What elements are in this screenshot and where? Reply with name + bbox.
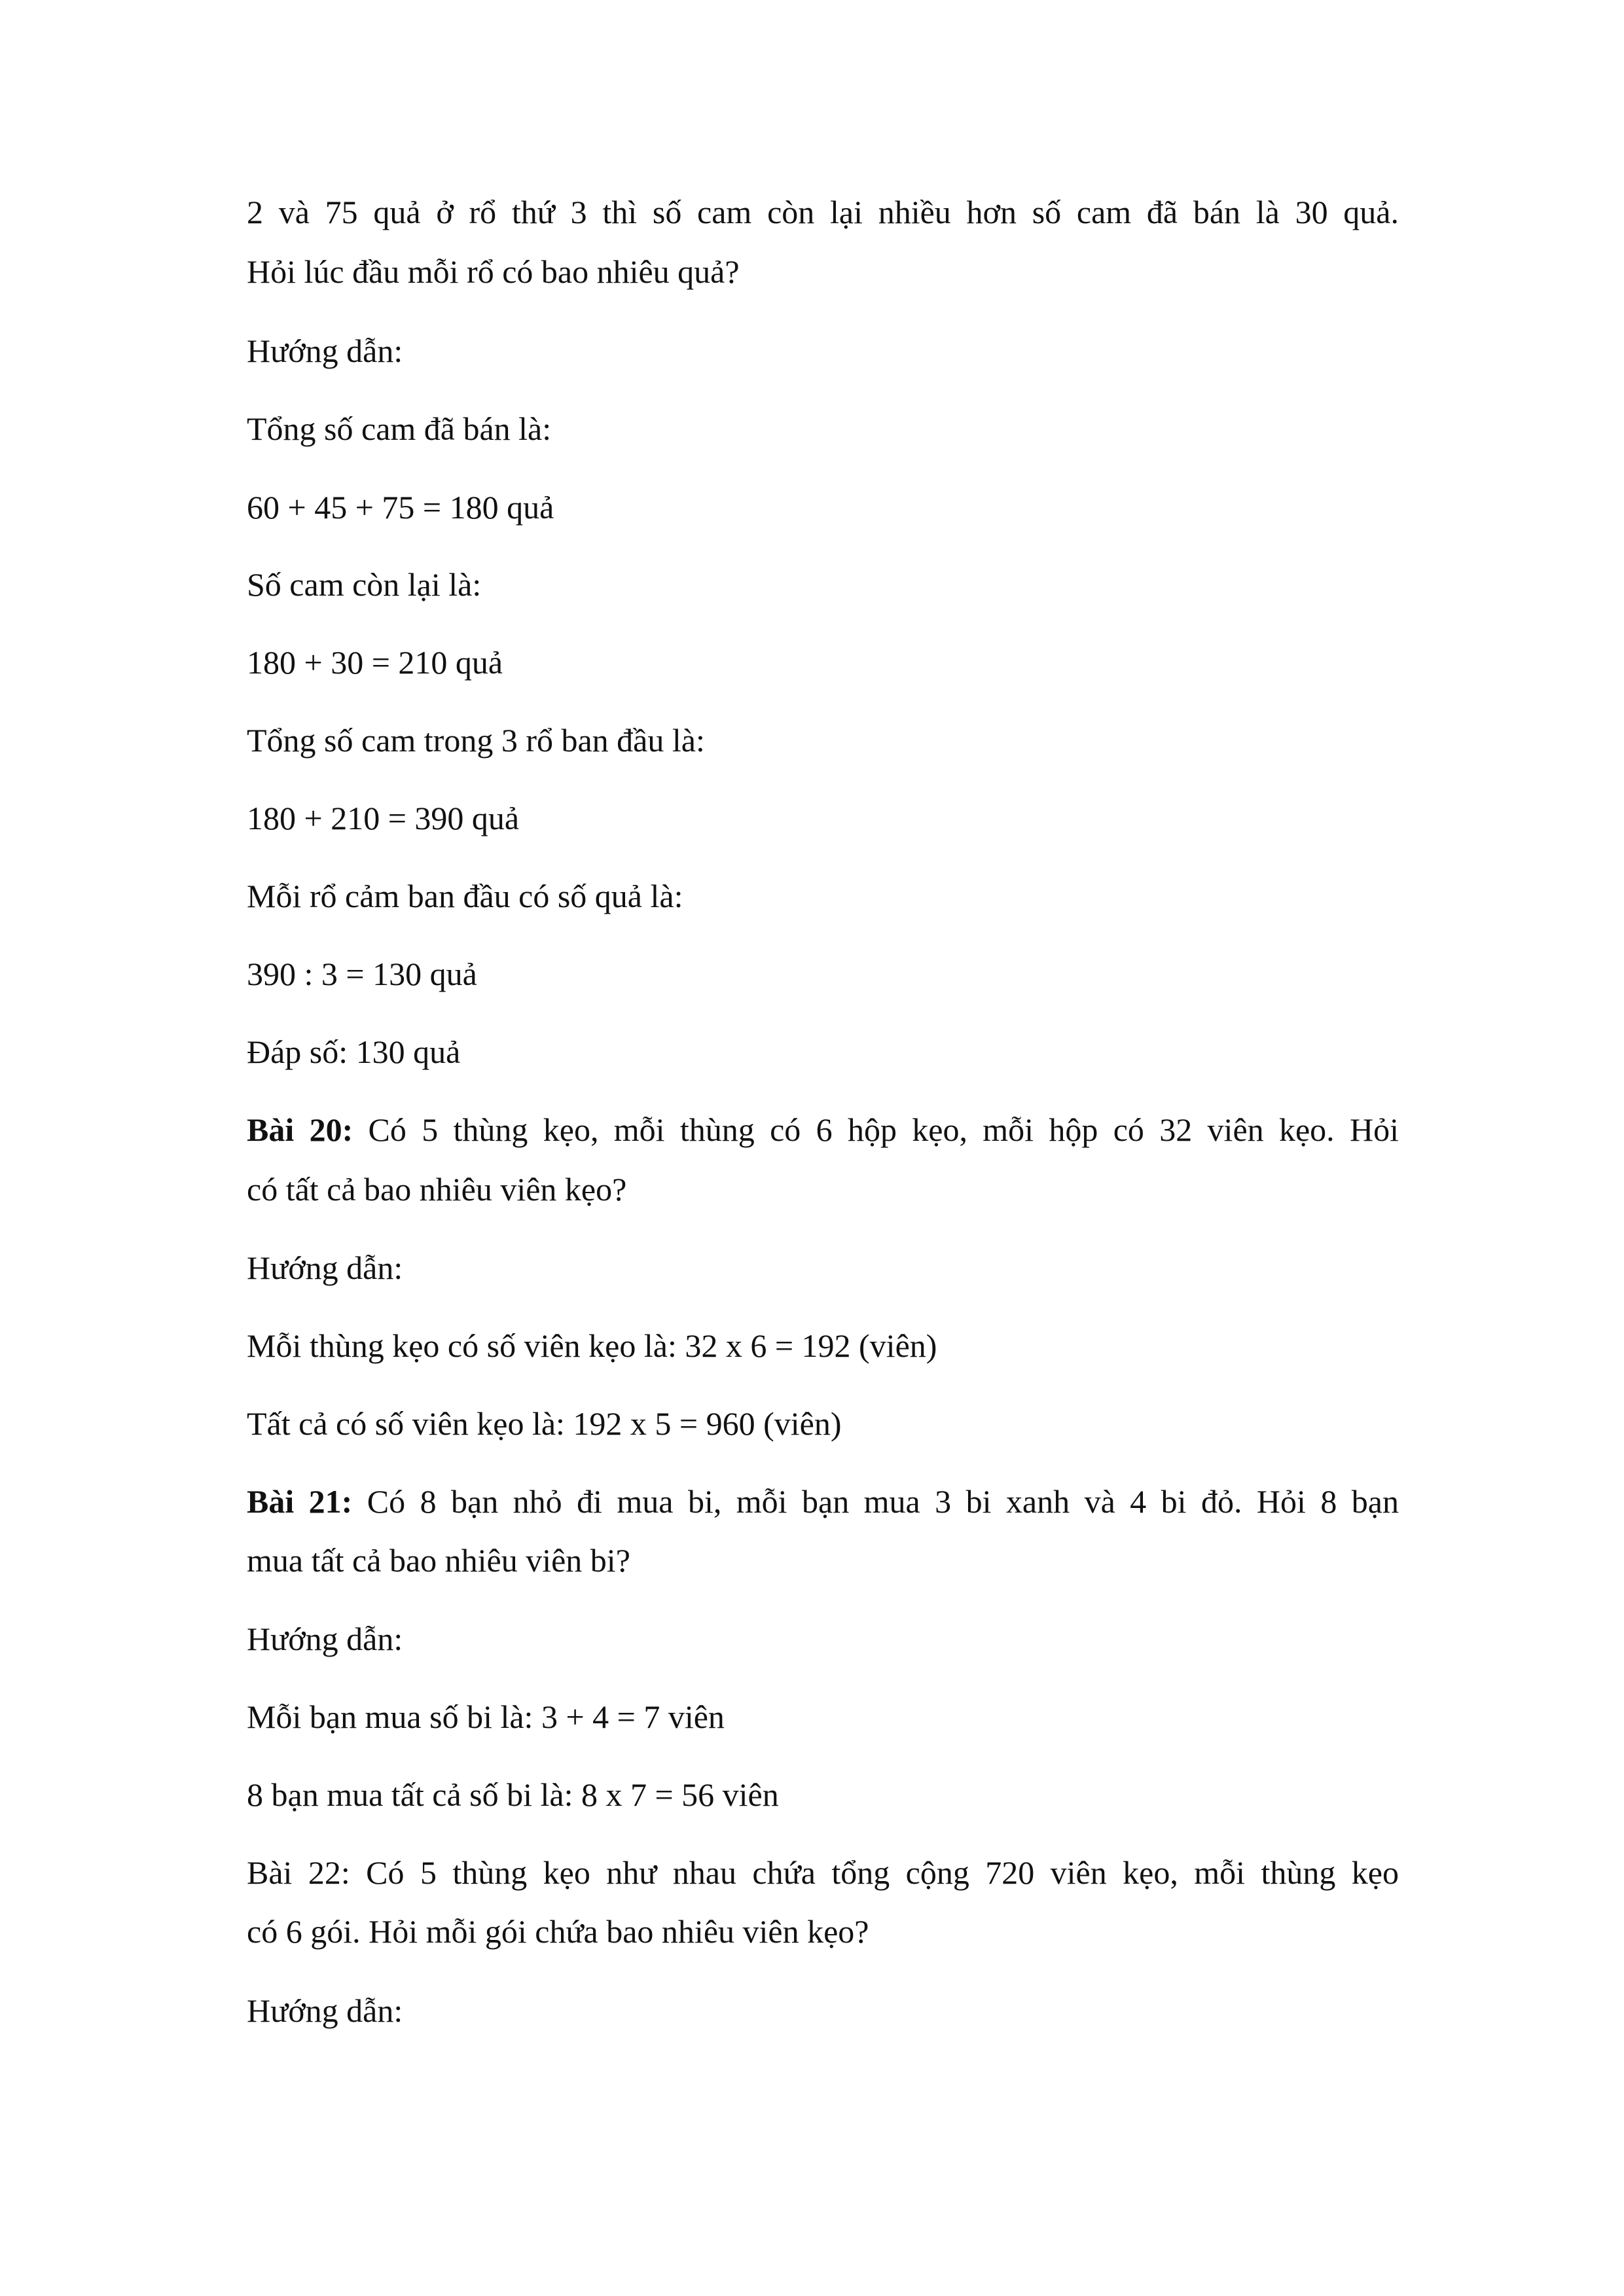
solution-step-3-calc: 180 + 210 = 390 quả: [247, 800, 520, 836]
problem-22-line-2: có 6 gói. Hỏi mỗi gói chứa bao nhiêu viên kẹo?: [247, 1913, 869, 1950]
solution-step-2-calc: 180 + 30 = 210 quả: [247, 644, 503, 681]
solution-20-step-1: Mỗi thùng kẹo có số viên kẹo là: 32 x 6 = 192 (viên): [247, 1327, 937, 1364]
solution-step-2-label: Số cam còn lại là:: [247, 566, 482, 603]
problem-22-line-1: Bài 22: Có 5 thùng kẹo như nhau chứa tổng cộng 720 viên kẹo, mỗi thùng kẹo: [247, 1854, 1399, 1891]
solution-step-4-calc: 390 : 3 = 130 quả: [247, 956, 477, 992]
solution-step-4-label: Mỗi rổ cảm ban đầu có số quả là:: [247, 878, 683, 914]
solution-step-1-calc: 60 + 45 + 75 = 180 quả: [247, 489, 554, 526]
solution-20-step-2: Tất cả có số viên kẹo là: 192 x 5 = 960 (viên): [247, 1405, 842, 1442]
problem-21-text: Có 8 bạn nhỏ đi mua bi, mỗi bạn mua 3 bi xanh và 4 bi đỏ. Hỏi 8 bạn: [352, 1483, 1399, 1520]
guidance-heading-21: Hướng dẫn:: [247, 1621, 403, 1657]
solution-step-1-label: Tổng số cam đã bán là:: [247, 410, 552, 447]
problem-19-text-line-2: Hỏi lúc đầu mỗi rổ có bao nhiêu quả?: [247, 253, 740, 290]
solution-21-step-1: Mỗi bạn mua số bi là: 3 + 4 = 7 viên: [247, 1698, 725, 1735]
problem-21-label: Bài 21:: [247, 1483, 353, 1520]
solution-step-3-label: Tổng số cam trong 3 rổ ban đầu là:: [247, 722, 705, 759]
problem-21-line-1: [247, 1482, 1399, 1521]
solution-21-step-2: 8 bạn mua tất cả số bi là: 8 x 7 = 56 viên: [247, 1776, 779, 1813]
guidance-heading-22: Hướng dẫn:: [247, 1992, 403, 2029]
problem-19-text-line-1: 2 và 75 quả ở rổ thứ 3 thì số cam còn lại nhiều hơn số cam đã bán là 30 quả.: [247, 194, 1399, 230]
guidance-heading-19: Hướng dẫn:: [247, 332, 403, 369]
problem-20-text: Có 5 thùng kẹo, mỗi thùng có 6 hộp kẹo, mỗi hộp có 32 viên kẹo. Hỏi: [353, 1111, 1399, 1148]
problem-21-line-2: mua tất cả bao nhiêu viên bi?: [247, 1542, 630, 1579]
problem-20-line-1: [247, 1110, 1399, 1149]
answer-19: Đáp số: 130 quả: [247, 1033, 461, 1070]
guidance-heading-20: Hướng dẫn:: [247, 1249, 403, 1286]
problem-20-line-2: có tất cả bao nhiêu viên kẹo?: [247, 1171, 627, 1208]
problem-20-label: Bài 20:: [247, 1111, 353, 1148]
